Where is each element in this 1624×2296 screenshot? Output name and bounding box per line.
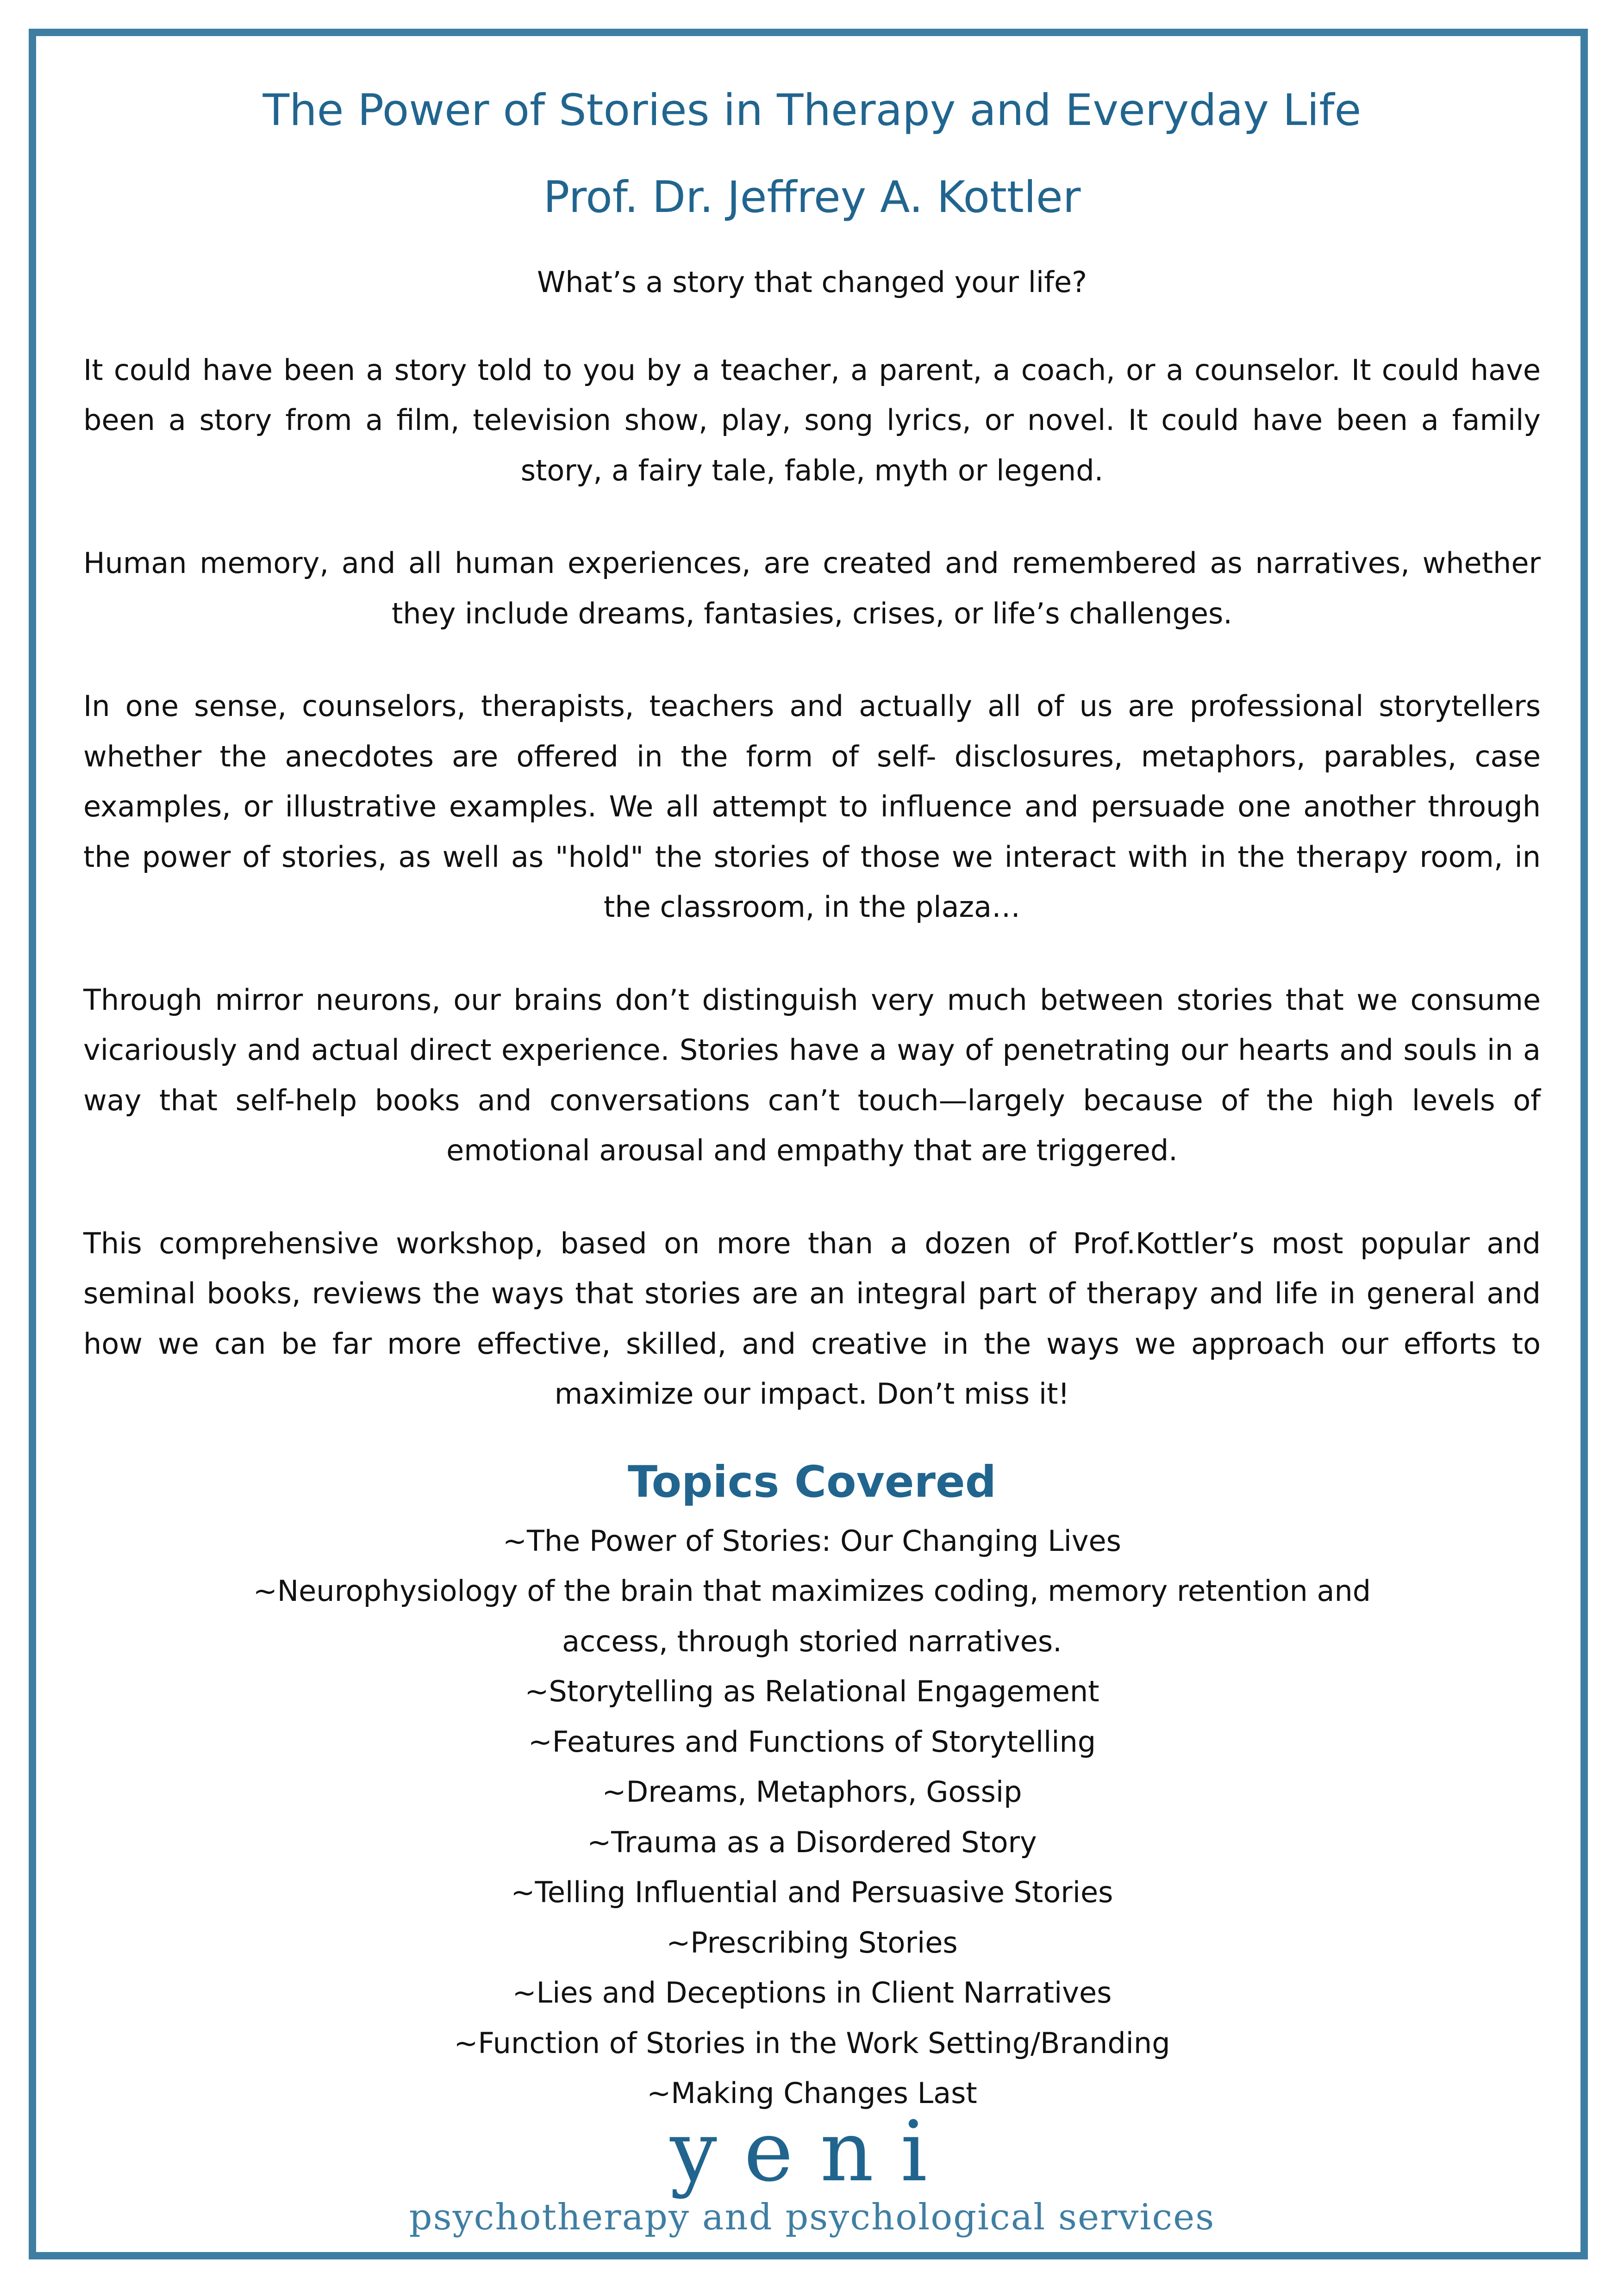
intro-question: What’s a story that changed your life? [537, 265, 1087, 299]
logo-tagline: psychotherapy and psychological services [409, 2196, 1215, 2238]
topic-item: ~Function of Stories in the Work Setting/Branding [454, 2026, 1170, 2060]
topic-item: ~Dreams, Metaphors, Gossip [602, 1775, 1022, 1809]
paragraph: Human memory, and all human experiences, are created and remembered as narratives, whether they include dreams, fantasies, crises, or life’s challenges. [83, 546, 1541, 630]
paragraph: In one sense, counselors, therapists, teachers and actually all of us are professional storytellers whether the anecdotes are offered in the form of self- disclosures, metaphors, parables, case examples, or illustrative examples. We all attempt to influence and persuade one another through the power of stories, as well as "hold" the stories of those we interact with in the therapy room, in the classroom, in the plaza… [83, 689, 1541, 924]
topic-item: ~Trauma as a Disordered Story [587, 1825, 1037, 1859]
author-name: Prof. Dr. Jeffrey A. Kottler [543, 172, 1081, 223]
topic-item: ~Features and Functions of Storytelling [528, 1724, 1096, 1759]
topic-item: ~Telling Influential and Persuasive Stories [511, 1875, 1113, 1910]
topics-heading: Topics Covered [627, 1456, 997, 1507]
paragraph: This comprehensive workshop, based on more than a dozen of Prof.Kottler’s most popular and seminal books, reviews the ways that stories are an integral part of therapy and life in general and how we can be far more effective, skilled, and creative in the ways we approach our efforts to maximize our impact. Don’t miss it! [83, 1226, 1541, 1411]
topic-item: ~Making Changes Last [647, 2076, 977, 2110]
topic-item: ~Neurophysiology of the brain that maximizes coding, memory retention and access, through storied narratives. [253, 1574, 1371, 1658]
paragraph: It could have been a story told to you by a teacher, a parent, a coach, or a counselor. It could have been a story from a film, television show, play, song lyrics, or novel. It could have been a family story, a fairy tale, fable, myth or legend. [83, 353, 1541, 487]
topic-item: ~Lies and Deceptions in Client Narratives [512, 1976, 1112, 2010]
topic-item: ~The Power of Stories: Our Changing Lives [503, 1524, 1121, 1558]
topics-list [233, 1516, 1391, 2119]
topic-item: ~Storytelling as Relational Engagement [525, 1674, 1099, 1709]
paragraph: Through mirror neurons, our brains don’t distinguish very much between stories that we consume vicariously and actual direct experience. Stories have a way of penetrating our hearts and souls in a way that self-help books and conversations can’t touch—largely because of the high levels of emotional arousal and empathy that are triggered. [83, 983, 1541, 1168]
yeni-logo: yeni [670, 2103, 954, 2200]
page-title: The Power of Stories in Therapy and Everyday Life [262, 85, 1362, 136]
topic-item: ~Prescribing Stories [666, 1925, 958, 1960]
flyer-content [83, 83, 1541, 2119]
